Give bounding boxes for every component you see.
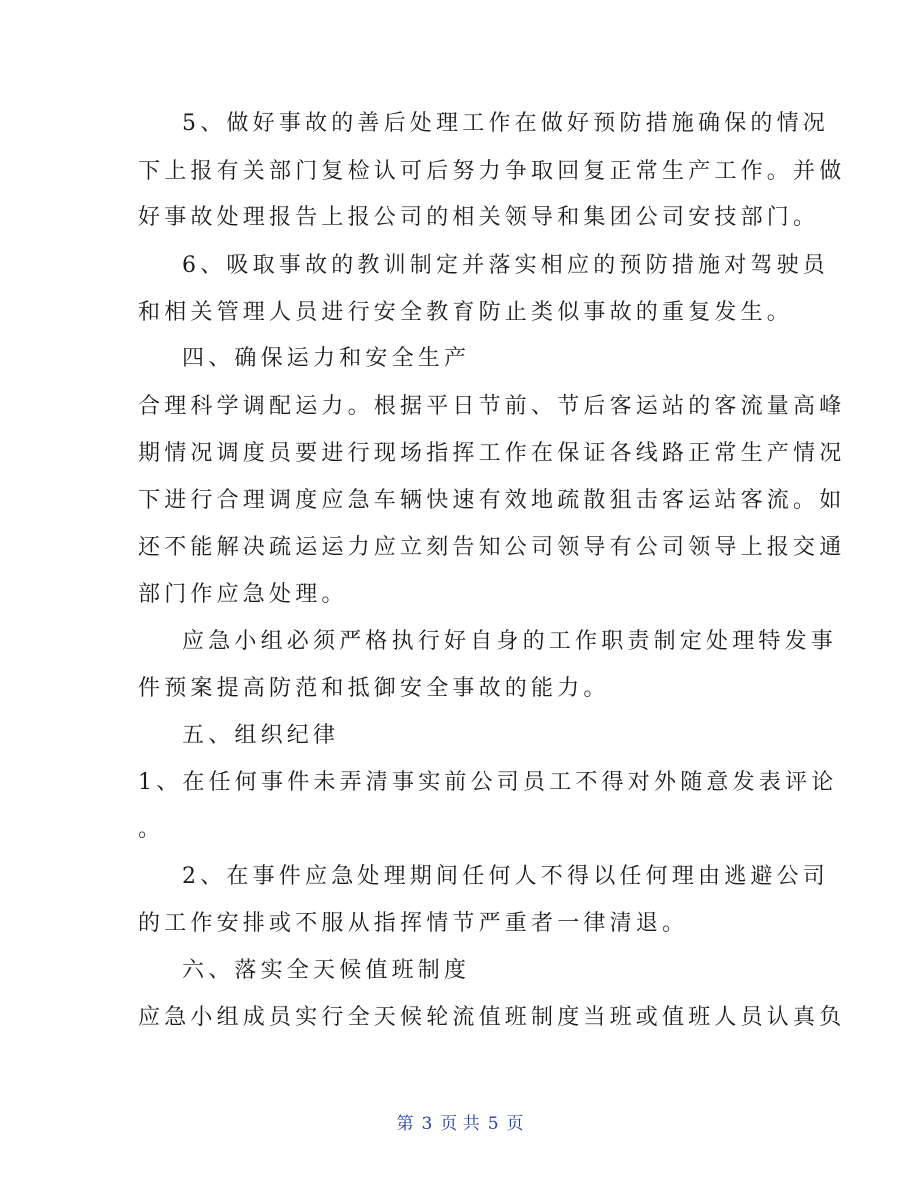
text-line: 5、做好事故的善后处理工作在做好预防措施确保的情况: [182, 111, 829, 136]
footer-suffix: 页: [506, 1114, 524, 1134]
text-line: 应急小组必须严格执行好自身的工作职责制定处理特发事: [182, 629, 838, 654]
page-footer: [0, 1112, 920, 1136]
footer-middle: 页 共: [440, 1114, 480, 1134]
text-line: 下进行合理调度应急车辆快速有效地疏散狙击客运站客流。如: [138, 488, 846, 513]
text-line: 应急小组成员实行全天候轮流值班制度当班或值班人员认真负: [138, 1005, 846, 1030]
text-line: 好事故处理报告上报公司的相关领导和集团公司安技部门。: [138, 205, 820, 230]
text-line: 合理科学调配运力。根据平日节前、节后客运站的客流量高峰: [138, 394, 846, 419]
text-line: 和相关管理人员进行安全教育防止类似事故的重复发生。: [138, 300, 794, 325]
section-heading: 五、组织纪律: [182, 723, 340, 748]
text-line: 1、在任何事件未弄清事实前公司员工不得对外随意发表评论: [138, 770, 838, 795]
text-line: 部门作应急处理。: [138, 582, 348, 607]
text-line: 下上报有关部门复检认可后努力争取回复正常生产工作。并做: [138, 159, 846, 184]
footer-page-number: 3: [421, 1114, 433, 1134]
text-line: 还不能解决疏运运力应立刻告知公司领导有公司领导上报交通: [138, 535, 846, 560]
text-line: 6、吸取事故的教训制定并落实相应的预防措施对驾驶员: [182, 253, 829, 278]
text-line: 件预案提高防范和抵御安全事故的能力。: [138, 676, 610, 701]
section-heading: 六、落实全天候值班制度: [182, 958, 471, 983]
footer-total-pages: 5: [487, 1114, 499, 1134]
section-heading: 四、确保运力和安全生产: [182, 346, 471, 371]
text-line: 2、在事件应急处理期间任何人不得以任何理由逃避公司: [182, 864, 829, 889]
text-line: 。: [138, 817, 165, 842]
text-line: 期情况调度员要进行现场指挥工作在保证各线路正常生产情况: [138, 441, 846, 466]
text-line: 的工作安排或不服从指挥情节严重者一律清退。: [138, 911, 689, 936]
footer-prefix: 第: [396, 1114, 414, 1134]
